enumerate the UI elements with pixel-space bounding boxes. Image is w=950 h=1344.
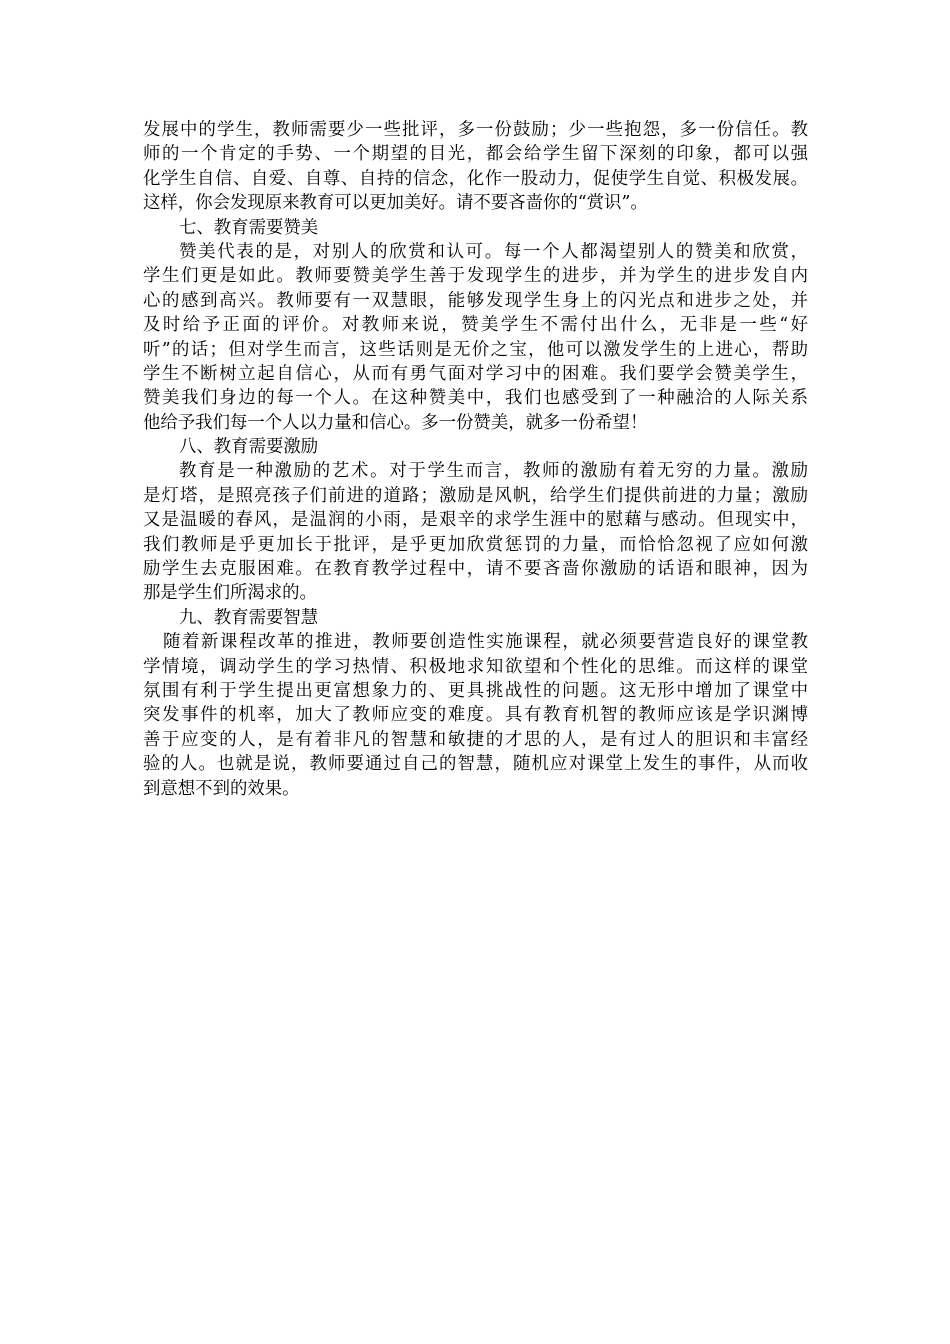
text-line: 突发事件的机率，加大了教师应变的难度。具有教育机智的教师应该是学识渊博	[143, 705, 808, 726]
paragraph-praise	[143, 240, 808, 435]
text-line: 善于应变的人，是有着非凡的智慧和敏捷的才思的人，是有过人的胆识和丰富经	[143, 729, 808, 750]
text-line: 我们教师是乎更加长于批评，是乎更加欣赏惩罚的力量，而恰恰忽视了应如何激	[143, 534, 808, 555]
text-line: 又是温暖的春风，是温润的小雨，是艰辛的求学生涯中的慰藉与感动。但现实中，	[143, 510, 808, 531]
text-line: 赞美代表的是，对别人的欣赏和认可。每一个人都渴望别人的赞美和欣赏，	[179, 241, 808, 262]
text-line: 那是学生们所渴求的。	[143, 583, 317, 604]
text-line: 及时给予正面的评价。对教师来说，赞美学生不需付出什么，无非是一些“好	[143, 315, 808, 336]
document-page	[143, 118, 808, 801]
text-line: 学生们更是如此。教师要赞美学生善于发现学生的进步，并为学生的进步发自内	[143, 266, 808, 287]
text-line: 心的感到高兴。教师要有一双慧眼，能够发现学生身上的闪光点和进步之处，并	[143, 290, 808, 311]
text-line: 验的人。也就是说，教师要通过自己的智慧，随机应对课堂上发生的事件，从而收	[143, 754, 808, 775]
text-line: 氛围有利于学生提出更富想象力的、更具挑战性的问题。这无形中增加了课堂中	[143, 680, 808, 701]
text-line: 教育是一种激励的艺术。对于学生而言，教师的激励有着无穷的力量。激励	[179, 461, 808, 482]
paragraph-encouragement	[143, 459, 808, 605]
text-line: 这样，你会发现原来教育可以更加美好。请不要吝啬你的“赏识”。	[143, 193, 648, 214]
section-heading-praise: 七、教育需要赞美	[179, 217, 319, 238]
text-line: 是灯塔，是照亮孩子们前进的道路；激励是风帆，给学生们提供前进的力量；激励	[143, 485, 808, 506]
paragraph-wisdom	[143, 630, 808, 801]
text-line: 师的一个肯定的手势、一个期望的目光，都会给学生留下深刻的印象，都可以强	[143, 144, 808, 165]
paragraph-appreciation-end	[143, 118, 808, 216]
text-line: 学生不断树立起自信心，从而有勇气面对学习中的困难。我们要学会赞美学生，	[143, 363, 808, 384]
text-line: 他给予我们每一个人以力量和信心。多一份赞美，就多一份希望！	[143, 412, 648, 433]
text-line: 化学生自信、自爱、自尊、自持的信念，化作一股动力，促使学生自觉、积极发展。	[143, 168, 808, 189]
section-heading-wisdom: 九、教育需要智慧	[179, 607, 319, 628]
text-line: 听”的话；但对学生而言，这些话则是无价之宝，他可以激发学生的上进心，帮助	[143, 339, 808, 360]
text-line: 随着新课程改革的推进，教师要创造性实施课程，就必须要营造良好的课堂教	[163, 632, 808, 653]
text-line: 到意想不到的效果。	[143, 778, 300, 799]
section-heading-encouragement: 八、教育需要激励	[179, 437, 319, 458]
text-line: 发展中的学生，教师需要少一些批评，多一份鼓励；少一些抱怨，多一份信任。教	[143, 120, 808, 140]
text-line: 赞美我们身边的每一个人。在这种赞美中，我们也感受到了一种融洽的人际关系	[143, 388, 808, 409]
text-line: 学情境，调动学生的学习热情、积极地求知欲望和个性化的思维。而这样的课堂	[143, 656, 808, 677]
text-line: 励学生去克服困难。在教育教学过程中，请不要吝啬你激励的话语和眼神，因为	[143, 559, 808, 580]
